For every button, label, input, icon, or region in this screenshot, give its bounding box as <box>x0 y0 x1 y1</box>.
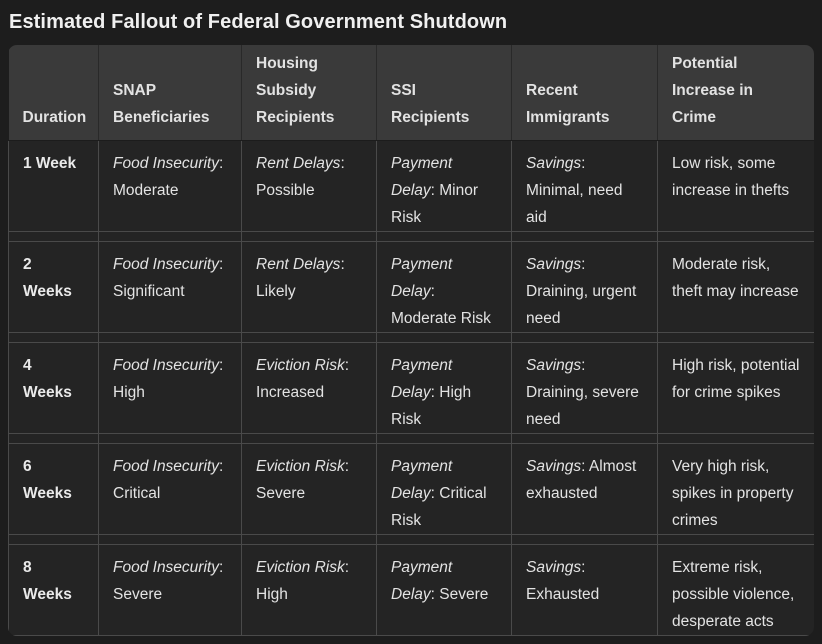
shutdown-fallout-table-container <box>8 45 814 636</box>
spacer-cell <box>9 333 99 343</box>
cell-crime: Very high risk, spikes in property crimes <box>658 444 815 535</box>
spacer-cell <box>242 434 377 444</box>
cell-duration: 4 Weeks <box>9 343 99 434</box>
spacer-cell <box>512 333 658 343</box>
spacer-cell <box>377 333 512 343</box>
cell-label: Eviction Risk <box>256 458 345 475</box>
cell-immigrants: Savings: Draining, urgent need <box>512 242 658 333</box>
cell-snap: Food Insecurity: Severe <box>99 545 242 636</box>
cell-label: Food Insecurity <box>113 357 219 374</box>
column-header-housing: Housing Subsidy Recipients <box>242 45 377 141</box>
spacer-cell <box>658 333 815 343</box>
cell-duration: 6 Weeks <box>9 444 99 535</box>
table-row <box>9 444 815 535</box>
spacer-cell <box>512 535 658 545</box>
table-body <box>9 141 815 636</box>
table-row <box>9 242 815 333</box>
shutdown-fallout-table <box>8 45 814 636</box>
spacer-cell <box>512 232 658 242</box>
cell-label: Savings <box>526 458 582 475</box>
cell-label: Payment Delay <box>391 155 453 199</box>
table-header <box>9 45 815 141</box>
cell-label: Food Insecurity <box>113 155 219 172</box>
column-header-immigrants: Recent Immigrants <box>512 45 658 141</box>
cell-housing: Rent Delays: Likely <box>242 242 377 333</box>
spacer-cell <box>377 232 512 242</box>
cell-housing: Eviction Risk: High <box>242 545 377 636</box>
column-header-snap: SNAP Beneficiaries <box>99 45 242 141</box>
spacer-cell <box>99 535 242 545</box>
cell-duration: 8 Weeks <box>9 545 99 636</box>
cell-housing: Rent Delays: Possible <box>242 141 377 232</box>
cell-crime: Extreme risk, possible violence, desperate acts <box>658 545 815 636</box>
spacer-cell <box>377 535 512 545</box>
cell-immigrants: Savings: Exhausted <box>512 545 658 636</box>
spacer-cell <box>99 232 242 242</box>
cell-duration: 1 Week <box>9 141 99 232</box>
spacer-cell <box>242 333 377 343</box>
cell-label: Rent Delays <box>256 256 341 273</box>
spacer-cell <box>512 434 658 444</box>
cell-housing: Eviction Risk: Severe <box>242 444 377 535</box>
cell-label: Payment Delay <box>391 559 453 603</box>
spacer-cell <box>242 535 377 545</box>
spacer-cell <box>9 232 99 242</box>
cell-label: Eviction Risk <box>256 357 345 374</box>
cell-immigrants: Savings: Minimal, need aid <box>512 141 658 232</box>
page-title: Estimated Fallout of Federal Government Shutdown <box>9 11 508 33</box>
cell-immigrants: Savings: Draining, severe need <box>512 343 658 434</box>
cell-housing: Eviction Risk: Increased <box>242 343 377 434</box>
spacer-cell <box>377 434 512 444</box>
cell-label: Payment Delay <box>391 357 453 401</box>
row-spacer <box>9 232 815 242</box>
cell-snap: Food Insecurity: Significant <box>99 242 242 333</box>
table-row <box>9 141 815 232</box>
cell-label: Food Insecurity <box>113 458 219 475</box>
cell-crime: Moderate risk, theft may increase <box>658 242 815 333</box>
column-header-ssi: SSI Recipients <box>377 45 512 141</box>
spacer-cell <box>658 535 815 545</box>
table-row <box>9 545 815 636</box>
cell-label: Savings <box>526 155 582 172</box>
cell-snap: Food Insecurity: Critical <box>99 444 242 535</box>
cell-ssi: Payment Delay: Severe <box>377 545 512 636</box>
cell-label: Savings <box>526 357 582 374</box>
cell-duration: 2 Weeks <box>9 242 99 333</box>
cell-label: Payment Delay <box>391 256 453 300</box>
spacer-cell <box>658 232 815 242</box>
cell-immigrants: Savings: Almost exhausted <box>512 444 658 535</box>
spacer-cell <box>99 434 242 444</box>
cell-label: Rent Delays <box>256 155 341 172</box>
spacer-cell <box>658 434 815 444</box>
cell-label: Savings <box>526 559 582 576</box>
cell-label: Food Insecurity <box>113 559 219 576</box>
cell-ssi: Payment Delay: Critical Risk <box>377 444 512 535</box>
column-header-duration: Duration <box>9 45 99 141</box>
cell-crime: Low risk, some increase in thefts <box>658 141 815 232</box>
cell-label: Payment Delay <box>391 458 453 502</box>
cell-label: Savings <box>526 256 582 273</box>
spacer-cell <box>99 333 242 343</box>
spacer-cell <box>9 535 99 545</box>
cell-label: Eviction Risk <box>256 559 345 576</box>
cell-label: Food Insecurity <box>113 256 219 273</box>
cell-ssi: Payment Delay: High Risk <box>377 343 512 434</box>
column-header-crime: Potential Increase in Crime <box>658 45 815 141</box>
row-spacer <box>9 535 815 545</box>
table-row <box>9 343 815 434</box>
header-row <box>9 45 815 141</box>
cell-ssi: Payment Delay: Minor Risk <box>377 141 512 232</box>
cell-ssi: Payment Delay: Moderate Risk <box>377 242 512 333</box>
row-spacer <box>9 434 815 444</box>
spacer-cell <box>9 434 99 444</box>
spacer-cell <box>242 232 377 242</box>
cell-crime: High risk, potential for crime spikes <box>658 343 815 434</box>
cell-snap: Food Insecurity: Moderate <box>99 141 242 232</box>
row-spacer <box>9 333 815 343</box>
cell-snap: Food Insecurity: High <box>99 343 242 434</box>
